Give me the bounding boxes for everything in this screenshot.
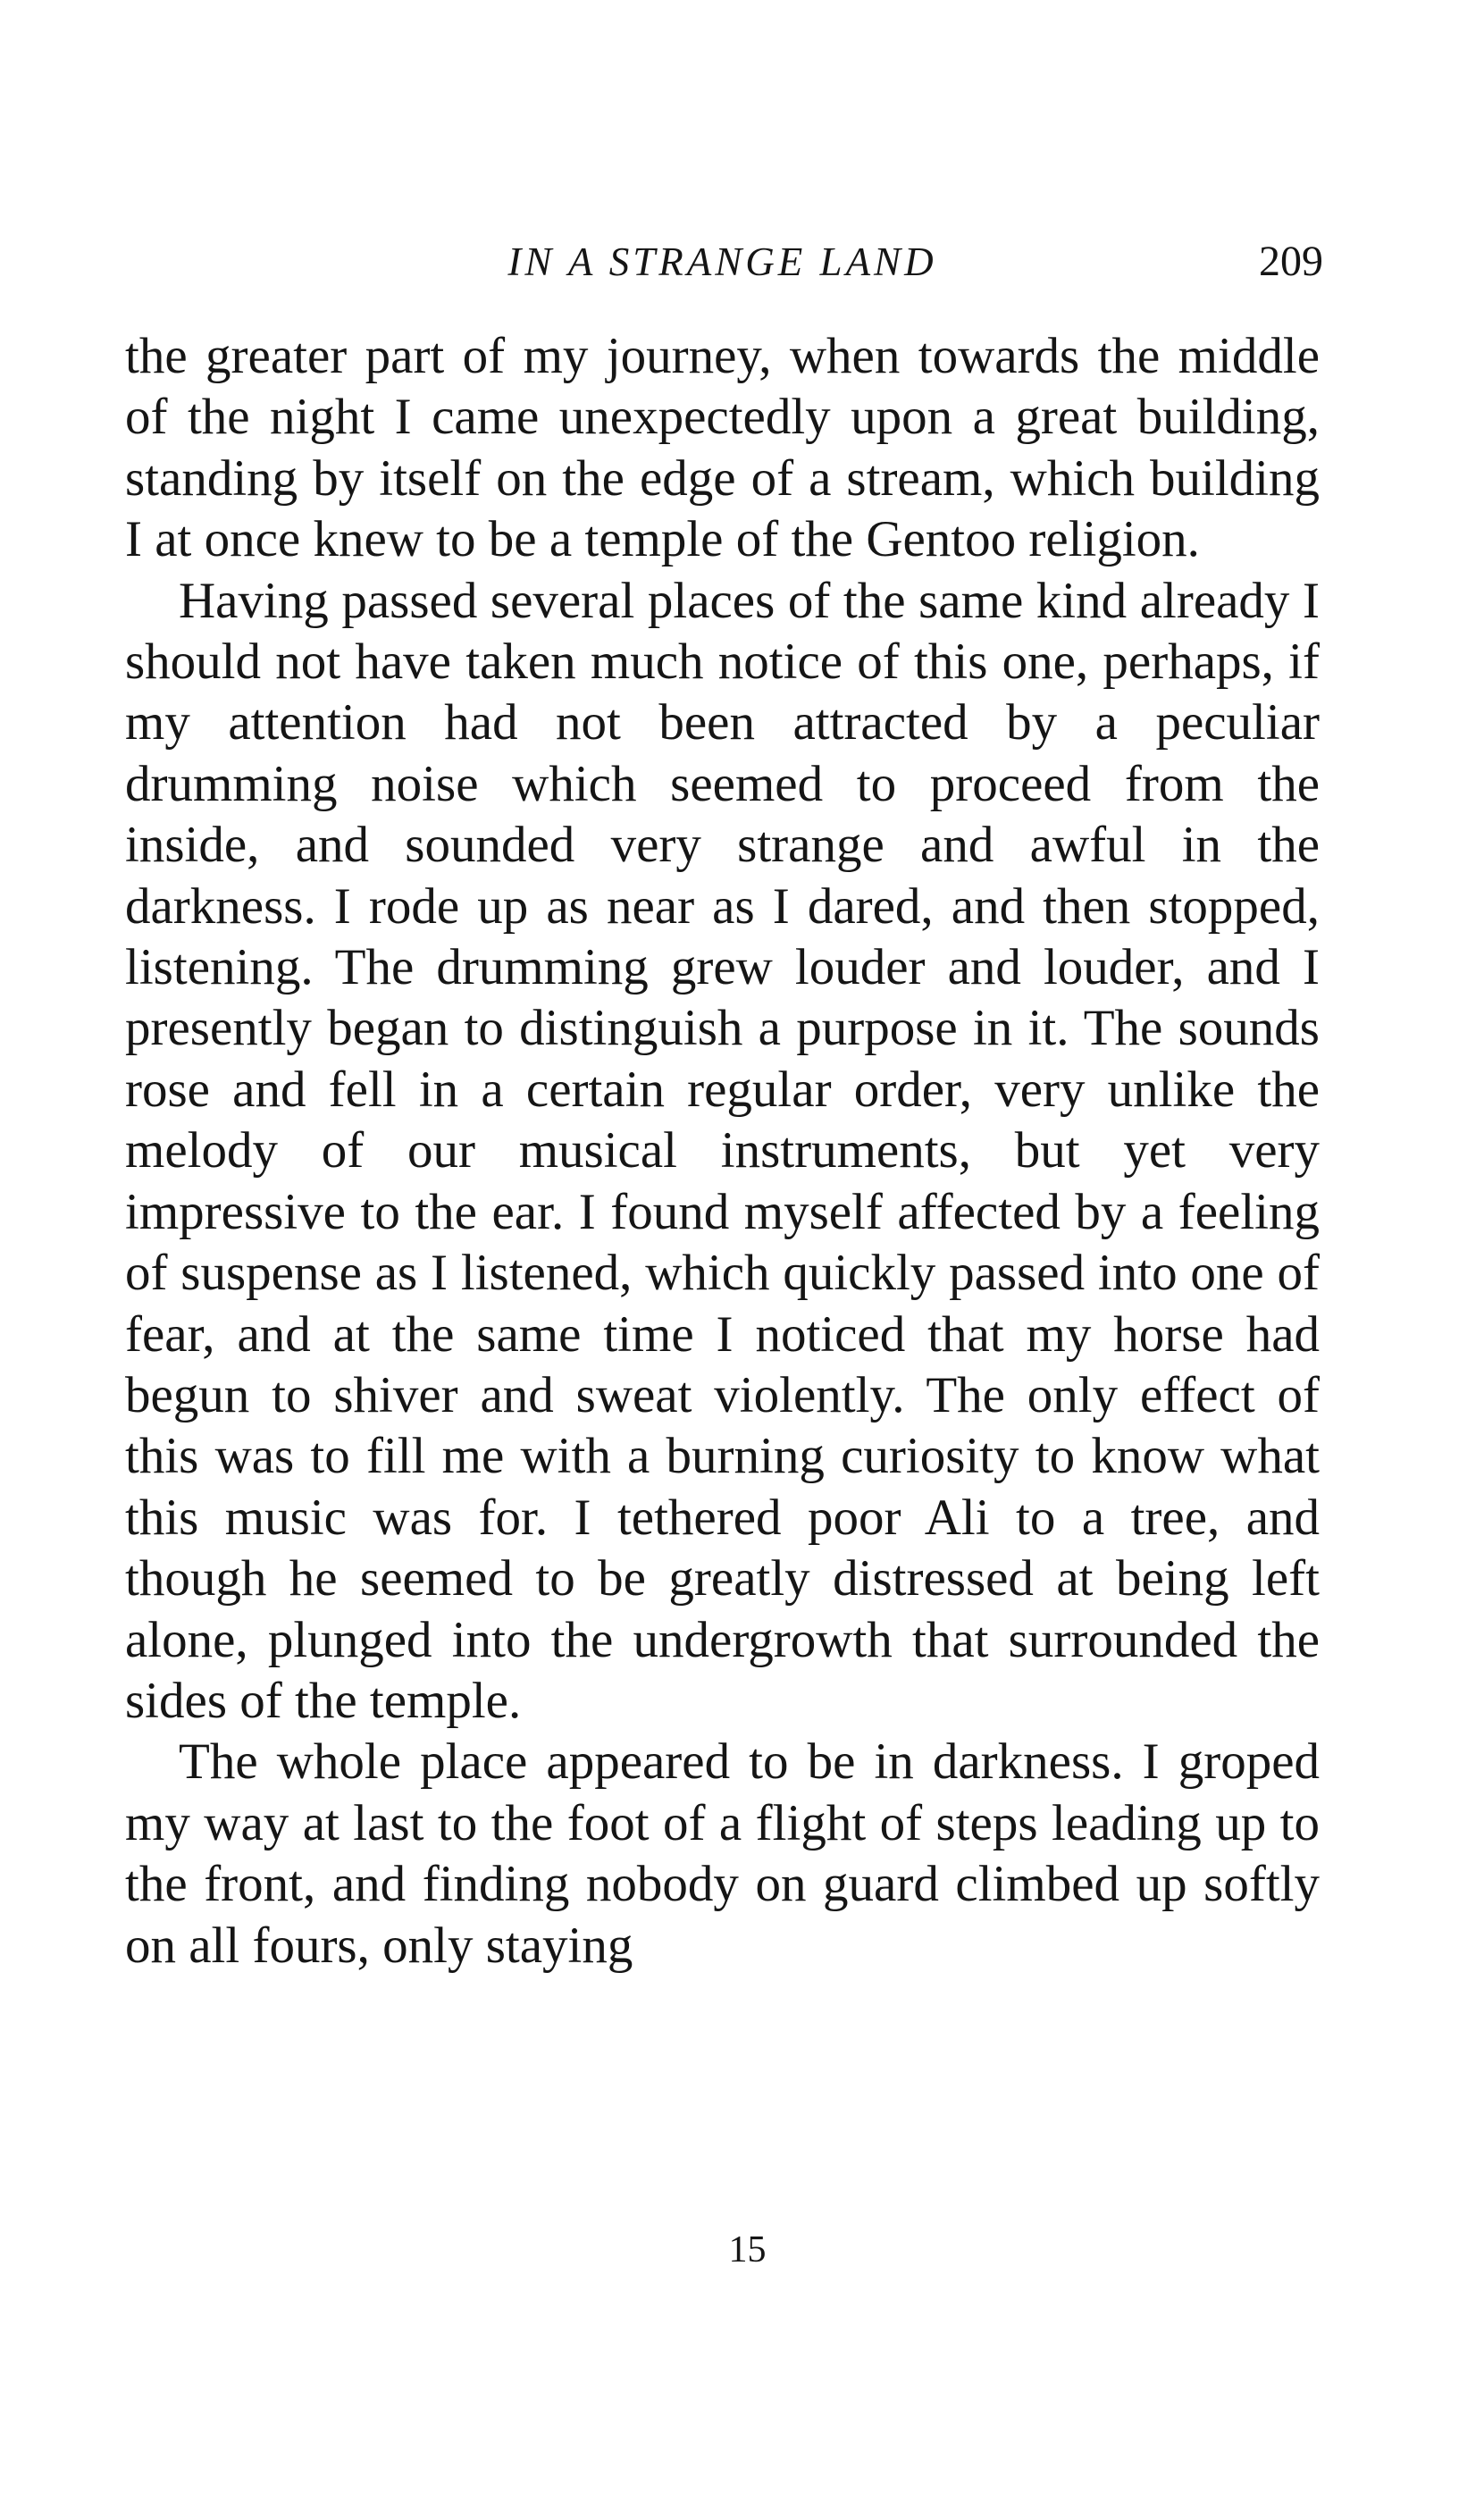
signature-mark: 15 [728, 2229, 767, 2270]
paragraph-darkness: The whole place appeared to be in darkness. I groped my way at last to the foot of a flight of steps leading up to the front, and finding nobody on guard climbed up softly on all fours, only staying [125, 1733, 1320, 1974]
paragraph-continuation: the greater part of my journey, when towards the middle of the night I came unexpectedly upon a great building, standing by itself on the edge of a stream, which building I at once knew to be a temple of the Gentoo religion. [125, 328, 1320, 568]
page-number: 209 [1259, 238, 1323, 285]
body-text [125, 326, 1320, 1976]
running-head [0, 231, 1484, 293]
running-title: IN A STRANGE LAND [507, 239, 937, 284]
paragraph-drumming: Having passed several places of the same kind already I should not have taken much notice of this one, perhaps, if my attention had not been attracted by a peculiar drumming noise which seemed to proceed from the inside, and sounded very strange and awful in the darkness. I rode up as near as I dared, and then stopped, listening. The drumming grew louder and louder, and I presently began to distinguish a purpose in it. The sounds rose and fell in a certain regular order, very unlike the melody of our musical instruments, but yet very impressive to the ear. I found myself affected by a feeling of suspense as I listened, which quickly passed into one of fear, and at the same time I noticed that my horse had begun to shiver and sweat violently. The only effect of this was to fill me with a burning curiosity to know what this music was for. I tethered poor Ali to a tree, and though he seemed to be greatly distressed at being left alone, plunged into the undergrowth that surrounded the sides of the temple. [125, 572, 1320, 1729]
